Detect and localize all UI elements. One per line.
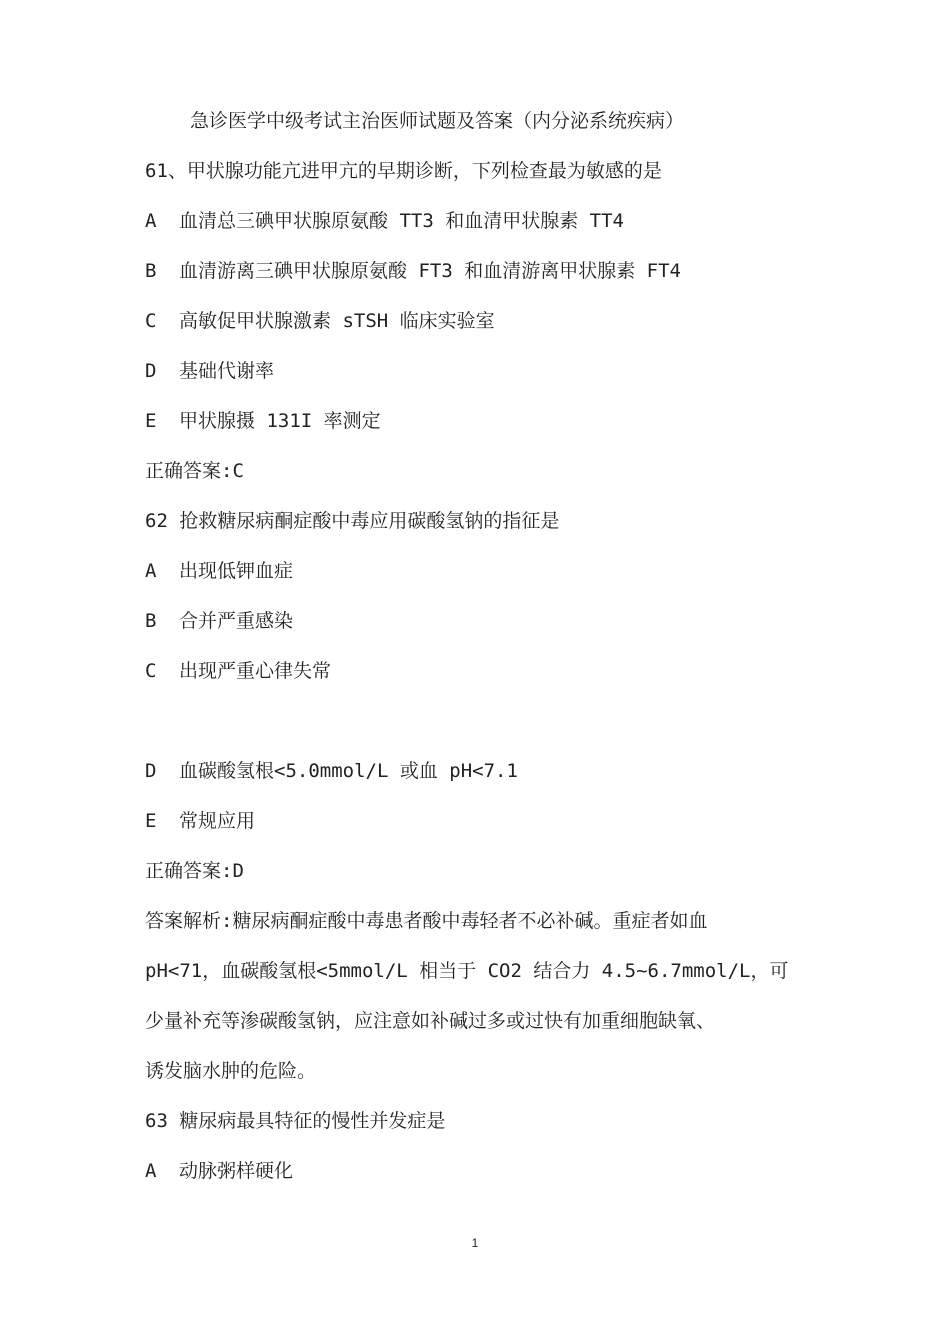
- option-letter: B: [145, 610, 157, 632]
- option-letter: A: [145, 210, 157, 232]
- option-letter: C: [145, 310, 157, 332]
- q61-option-c: [145, 308, 870, 334]
- option-letter: E: [145, 810, 157, 832]
- q62-option-c: [145, 658, 870, 684]
- option-text: 甲状腺摄 131I 率测定: [179, 410, 381, 432]
- option-text: 血碳酸氢根<5.0mmol/L 或血 pH<7.1: [179, 760, 518, 782]
- q62-option-a: [145, 558, 870, 584]
- q62-explanation-line: pH<71，血碳酸氢根<5mmol/L 相当于 CO2 结合力 4.5~6.7mmol/L，可: [145, 960, 789, 982]
- option-text: 常规应用: [179, 810, 256, 832]
- option-text: 血清游离三碘甲状腺原氨酸 FT3 和血清游离甲状腺素 FT4: [179, 260, 681, 282]
- question-63-stem: 63 糖尿病最具特征的慢性并发症是: [145, 1110, 446, 1132]
- q62-option-e: [145, 808, 870, 834]
- page-number: 1: [471, 1236, 479, 1250]
- option-letter: A: [145, 560, 157, 582]
- option-letter: B: [145, 260, 157, 282]
- option-text: 血清总三碘甲状腺原氨酸 TT3 和血清甲状腺素 TT4: [179, 210, 624, 232]
- question-61-stem: 61、甲状腺功能亢进甲亢的早期诊断，下列检查最为敏感的是: [145, 160, 662, 182]
- q61-option-e: [145, 408, 870, 434]
- q62-option-d: [145, 758, 870, 784]
- option-text: 合并严重感染: [179, 610, 294, 632]
- q62-explanation-line: 答案解析:糖尿病酮症酸中毒患者酸中毒轻者不必补碱。重症者如血: [145, 910, 708, 932]
- q63-option-a: [145, 1158, 870, 1184]
- q61-option-b: [145, 258, 870, 284]
- q62-answer: 正确答案:D: [145, 860, 244, 882]
- option-letter: D: [145, 360, 157, 382]
- question-62-stem: 62 抢救糖尿病酮症酸中毒应用碳酸氢钠的指征是: [145, 510, 560, 532]
- option-text: 出现严重心律失常: [179, 660, 332, 682]
- q61-option-d: [145, 358, 870, 384]
- option-letter: C: [145, 660, 157, 682]
- q62-option-b: [145, 608, 870, 634]
- q61-answer: 正确答案:C: [145, 460, 244, 482]
- option-text: 动脉粥样硬化: [179, 1160, 294, 1182]
- document-title: 急诊医学中级考试主治医师试题及答案（内分泌系统疾病）: [190, 110, 685, 132]
- option-text: 高敏促甲状腺激素 sTSH 临床实验室: [179, 310, 495, 332]
- option-text: 基础代谢率: [179, 360, 275, 382]
- option-letter: E: [145, 410, 157, 432]
- q61-option-a: [145, 208, 870, 234]
- option-letter: A: [145, 1160, 157, 1182]
- q62-explanation-line: 少量补充等渗碳酸氢钠，应注意如补碱过多或过快有加重细胞缺氧、: [145, 1010, 716, 1032]
- q62-explanation-line: 诱发脑水肿的危险。: [145, 1060, 317, 1082]
- option-text: 出现低钾血症: [179, 560, 294, 582]
- option-letter: D: [145, 760, 157, 782]
